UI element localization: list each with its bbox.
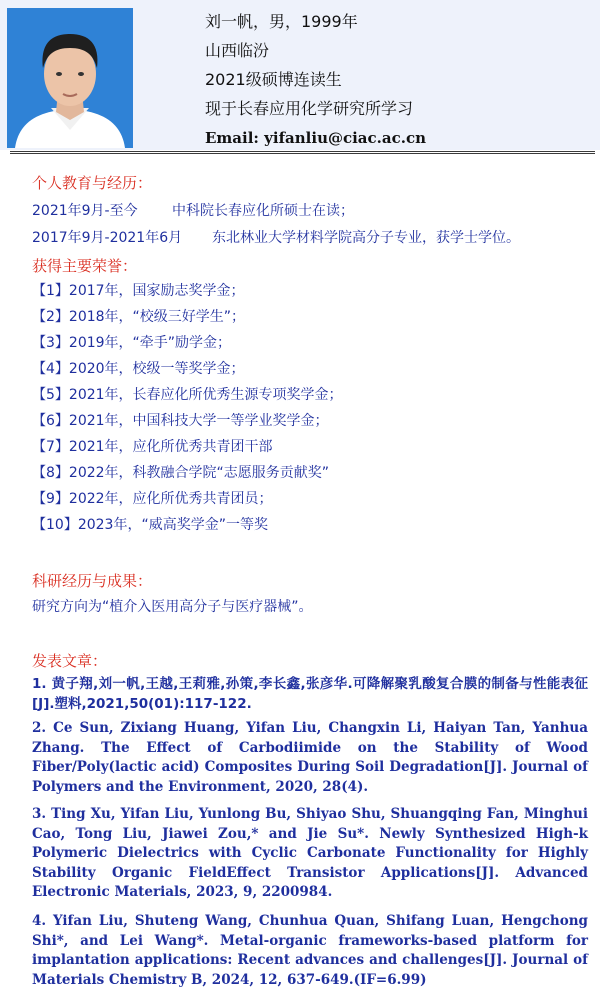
education-text-1: 中科院长春应化所硕士在读；	[172, 203, 354, 219]
publication-item-4: 4. Yifan Liu, Shuteng Wang, Chunhua Quan, Shifang Luan, Hengchong Shi*, and Lei Wang*. Metal-organic frameworks-based platform for implantation applications: Recent advances and challenges[J]. Journal of Materials Chemistry B, 2024, 12, 637-649.(IF=6.99)	[32, 913, 588, 988]
honor-item-3: 【3】2019年，“牵手”励学金；	[32, 335, 232, 351]
profile-info	[205, 10, 595, 155]
honor-item-6: 【6】2021年，中国科技大学一等学业奖学金；	[32, 413, 329, 429]
research-direction: 研究方向为“植介入医用高分子与医疗器械”。	[32, 599, 313, 615]
honors-title: 获得主要荣誉：	[32, 257, 138, 275]
honor-item-7: 【7】2021年，应化所优秀共青团干部	[32, 439, 273, 455]
publication-item-1: 1. 黄子翔,刘一帆,王越,王莉雅,孙策,李长鑫,张彦华.可降解聚乳酸复合膜的制备与性能表征[J].塑料,2021,50(01):117-122.	[32, 676, 588, 712]
honor-item-2: 【2】2018年，“校级三好学生”；	[32, 309, 246, 325]
honor-item-5: 【5】2021年，长春应化所优秀生源专项奖学金；	[32, 387, 343, 403]
publication-item-3: 3. Ting Xu, Yifan Liu, Yunlong Bu, Shiyao Shu, Shuangqing Fan, Minghui Cao, Tong Liu, Jiawei Zou,* and Jie Su*. Newly Synthesized High-k Polymeric Dielectrics with Cyclic Carbonate Functionality for Highly Stability Organic FieldEffect Transistor Applications[J]. Advanced Electronic Materials, 2023, 9, 2200984.	[32, 806, 588, 900]
honor-item-8: 【8】2022年，科教融合学院“志愿服务贡献奖”	[32, 465, 330, 481]
profile-institute: 现于长春应用化学研究所学习	[205, 99, 414, 118]
education-text-2: 东北林业大学材料学院高分子专业，获学士学位。	[212, 230, 520, 246]
honor-item-1: 【1】2017年，国家励志奖学金；	[32, 283, 245, 299]
education-period-1: 2021年9月-至今	[32, 203, 138, 219]
research-title: 科研经历与成果：	[32, 572, 153, 590]
honor-item-9: 【9】2022年，应化所优秀共青团员；	[32, 491, 273, 507]
education-title: 个人教育与经历：	[32, 174, 153, 192]
profile-hometown: 山西临汾	[205, 41, 270, 60]
publication-item-2: 2. Ce Sun, Zixiang Huang, Yifan Liu, Changxin Li, Haiyan Tan, Yanhua Zhang. The Effect of Carbodiimide on the Stability of Wood Fiber/Poly(lactic acid) Composites During Soil Degradation[J]. Journal of Polymers and the Environment, 2020, 28(4).	[32, 720, 588, 795]
person-portrait-icon	[7, 8, 133, 148]
education-period-2: 2017年9月-2021年6月	[32, 230, 183, 246]
header-divider	[10, 151, 595, 154]
honor-item-10: 【10】2023年，“威高奖学金”一等奖	[32, 517, 268, 533]
profile-email[interactable]: Email: yifanliu@ciac.ac.cn	[205, 129, 426, 147]
profile-grade: 2021级硕博连读生	[205, 70, 342, 89]
profile-photo	[7, 8, 133, 148]
profile-name-line: 刘一帆，男，1999年	[205, 12, 358, 31]
honor-item-4: 【4】2020年，校级一等奖学金；	[32, 361, 245, 377]
publications-title: 发表文章：	[32, 652, 108, 670]
